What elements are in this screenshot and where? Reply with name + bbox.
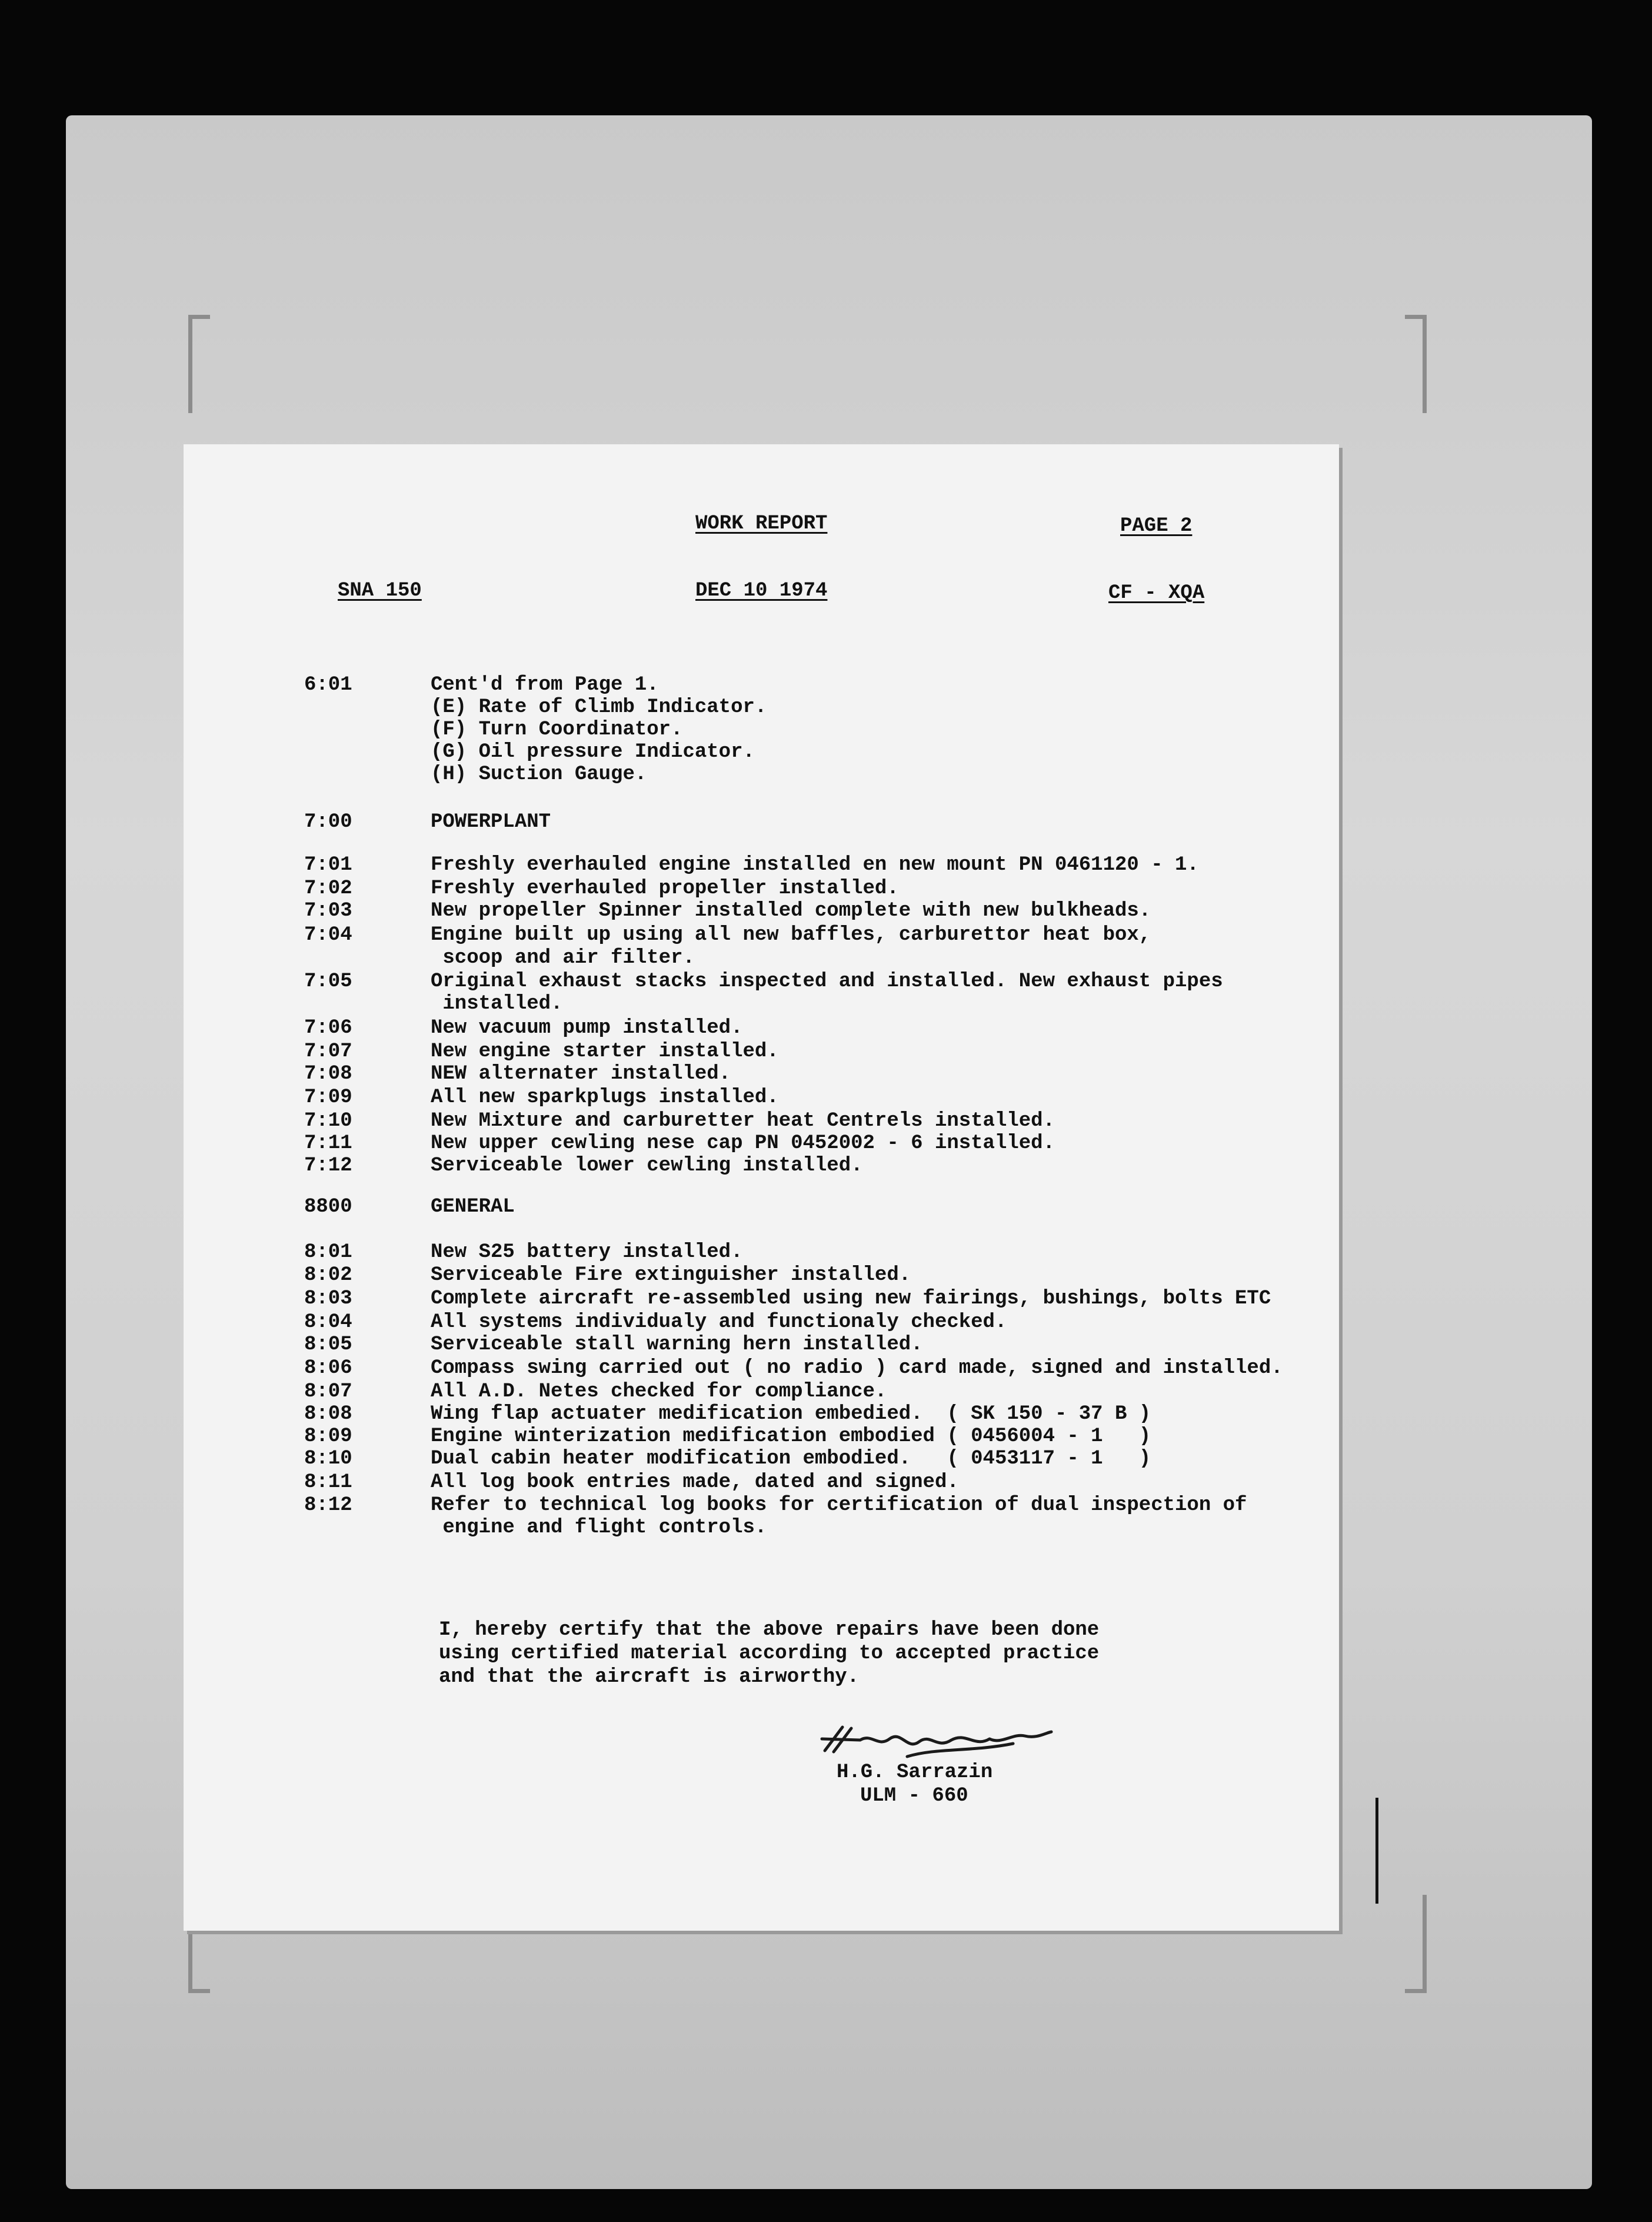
item-text: All A.D. Netes checked for compliance. — [431, 1381, 887, 1403]
item-text: Serviceable stall warning hern installed. — [431, 1333, 923, 1356]
aircraft-model: SNA 150 — [338, 580, 422, 602]
item-number: 8:12 — [304, 1494, 352, 1516]
item-text: New propeller Spinner installed complete with new bulkheads. — [431, 900, 1151, 922]
certification-line: using certified material according to accepted practice — [439, 1642, 1100, 1665]
section-heading: POWERPLANT — [431, 811, 551, 833]
item-number: 8:01 — [304, 1241, 352, 1263]
item-text: Engine winterization medification embodied ( 0456004 - 1 ) — [431, 1425, 1151, 1448]
item-number: 7:01 — [304, 854, 352, 876]
margin-mark — [1375, 1798, 1378, 1904]
item-number: 8800 — [304, 1196, 352, 1218]
item-text: Original exhaust stacks inspected and installed. New exhaust pipes — [431, 970, 1223, 993]
item-text: installed. — [431, 993, 563, 1015]
item-text: New upper cewling nese cap PN 0452002 - 6 installed. — [431, 1132, 1055, 1155]
item-number: 7:06 — [304, 1017, 352, 1039]
item-number: 8:02 — [304, 1264, 352, 1286]
item-number: 8:10 — [304, 1448, 352, 1470]
item-number: 7:04 — [304, 924, 352, 946]
item-number: 8:09 — [304, 1425, 352, 1448]
item-text: Serviceable lower cewling installed. — [431, 1155, 863, 1177]
item-text: Freshly everhauled propeller installed. — [431, 877, 899, 900]
item-text: New S25 battery installed. — [431, 1241, 743, 1263]
item-text: Engine built up using all new baffles, carburettor heat box, — [431, 924, 1151, 946]
item-number: 8:03 — [304, 1288, 352, 1310]
section-heading: GENERAL — [431, 1196, 515, 1218]
item-number: 7:07 — [304, 1040, 352, 1063]
crop-mark-top-left — [188, 315, 210, 413]
item-text: (E) Rate of Climb Indicator. — [431, 696, 767, 719]
item-text: scoop and air filter. — [431, 947, 695, 969]
crop-mark-bottom-right — [1405, 1895, 1427, 1993]
item-number: 7:08 — [304, 1063, 352, 1085]
work-report-page — [184, 444, 1339, 1931]
item-text: (F) Turn Coordinator. — [431, 719, 683, 741]
signer-license: ULM - 660 — [860, 1785, 968, 1807]
item-text: (G) Oil pressure Indicator. — [431, 741, 755, 763]
item-number: 7:03 — [304, 900, 352, 922]
item-text: Cent'd from Page 1. — [431, 674, 659, 696]
item-text: Dual cabin heater modification embodied. ( 0453117 - 1 ) — [431, 1448, 1151, 1470]
item-text: Complete aircraft re-assembled using new fairings, bushings, bolts ETC — [431, 1288, 1271, 1310]
item-text: All log book entries made, dated and signed. — [431, 1471, 959, 1493]
item-number: 8:11 — [304, 1471, 352, 1493]
item-text: New vacuum pump installed. — [431, 1017, 743, 1039]
item-text: engine and flight controls. — [431, 1516, 767, 1539]
item-text: All systems individualy and functionaly checked. — [431, 1311, 1007, 1333]
item-number: 8:04 — [304, 1311, 352, 1333]
page-number: PAGE 2 — [1120, 515, 1193, 537]
item-number: 7:11 — [304, 1132, 352, 1155]
item-number: 7:05 — [304, 970, 352, 993]
item-text: Refer to technical log books for certification of dual inspection of — [431, 1494, 1247, 1516]
item-number: 7:09 — [304, 1086, 352, 1109]
item-number: 7:02 — [304, 877, 352, 900]
item-text: Wing flap actuater medification embedied. ( SK 150 - 37 B ) — [431, 1403, 1151, 1425]
certification-line: I, hereby certify that the above repairs have been done — [439, 1619, 1100, 1641]
item-text: All new sparkplugs installed. — [431, 1086, 779, 1109]
item-number: 6:01 — [304, 674, 352, 696]
item-text: Freshly everhauled engine installed en new mount PN 0461120 - 1. — [431, 854, 1199, 876]
crop-mark-top-right — [1405, 315, 1427, 413]
item-number: 7:12 — [304, 1155, 352, 1177]
item-number: 7:10 — [304, 1110, 352, 1132]
signer-name: H.G. Sarrazin — [837, 1761, 993, 1784]
item-number: 8:07 — [304, 1381, 352, 1403]
certification-line: and that the aircraft is airworthy. — [439, 1666, 860, 1688]
item-text: Serviceable Fire extinguisher installed. — [431, 1264, 911, 1286]
item-text: NEW alternater installed. — [431, 1063, 731, 1085]
item-text: New Mixture and carburetter heat Centrels installed. — [431, 1110, 1055, 1132]
item-text: New engine starter installed. — [431, 1040, 779, 1063]
item-text: (H) Suction Gauge. — [431, 763, 647, 786]
item-number: 8:05 — [304, 1333, 352, 1356]
report-date: DEC 10 1974 — [695, 580, 828, 602]
item-number: 8:08 — [304, 1403, 352, 1425]
item-text: Compass swing carried out ( no radio ) card made, signed and installed. — [431, 1357, 1283, 1379]
item-number: 7:00 — [304, 811, 352, 833]
item-number: 8:06 — [304, 1357, 352, 1379]
report-title: WORK REPORT — [695, 513, 828, 535]
aircraft-registration: CF - XQA — [1108, 582, 1205, 604]
